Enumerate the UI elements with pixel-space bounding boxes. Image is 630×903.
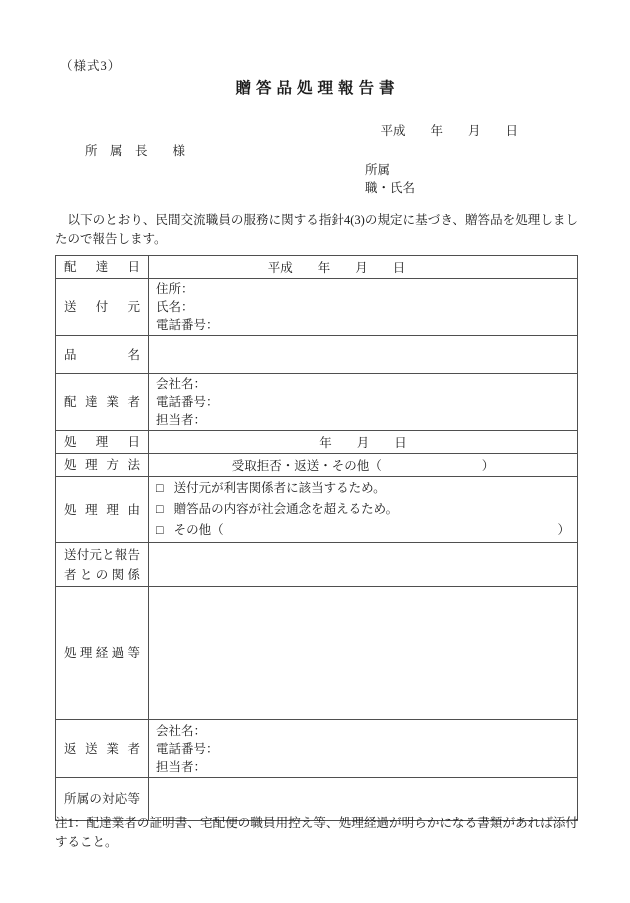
- reason-other-close-paren: ）: [557, 523, 570, 537]
- processing-method-cell: 受取拒否・返送・その他（ ）: [149, 454, 578, 477]
- delivery-company-name-label: 会社名：: [156, 377, 207, 391]
- row-label-item-name: 品名: [56, 336, 149, 374]
- row-label-relationship: 送付元と報告者との関係: [56, 543, 149, 587]
- reason-option-2-label: 贈答品の内容が社会通念を超えるため。: [173, 502, 399, 516]
- delivery-company-contact-label: 担当者：: [156, 413, 207, 427]
- delivery-date-cell: 平成 年 月 日: [149, 256, 578, 279]
- reporter-block: [365, 161, 415, 197]
- processing-date-cell: 年 月 日: [149, 431, 578, 454]
- delivery-company-row: [56, 374, 578, 431]
- row-label-sender: 送付元: [56, 279, 149, 336]
- reason-other-left: [156, 520, 224, 541]
- row-label-processing-date: 処理日: [56, 431, 149, 454]
- processing-progress-cell: [149, 587, 578, 720]
- item-name-cell: [149, 336, 578, 374]
- reason-option-2: [156, 499, 570, 520]
- checkbox-icon: □: [156, 502, 164, 516]
- return-company-row: [56, 720, 578, 778]
- processing-method-row: [56, 454, 578, 477]
- processing-reason-row: [56, 477, 578, 543]
- row-label-processing-method: 処理方法: [56, 454, 149, 477]
- sender-row: [56, 279, 578, 336]
- report-table: [55, 255, 578, 821]
- delivery-date-row: [56, 256, 578, 279]
- row-label-delivery-date: 配達日: [56, 256, 149, 279]
- report-date-line: 平成 年 月 日: [380, 124, 518, 138]
- sender-name-label: 氏名：: [156, 300, 194, 314]
- relationship-row: [56, 543, 578, 587]
- footnote: 注1：配達業者の証明書、宅配便の職員用控え等、処理経過が明らかになる書類があれば添付すること。: [55, 816, 578, 849]
- affiliation-label: 所属: [365, 163, 391, 177]
- sender-phone-label: 電話番号：: [156, 318, 219, 332]
- form-code: （様式3）: [60, 59, 122, 73]
- return-company-name-label: 会社名：: [156, 723, 207, 738]
- intro-paragraph: 以下のとおり、民間交流職員の服務に関する指針4(3)の規定に基づき、贈答品を処理しましたので報告します。: [55, 213, 578, 246]
- checkbox-icon: □: [156, 481, 164, 495]
- relationship-cell: [149, 543, 578, 587]
- processing-date-row: [56, 431, 578, 454]
- position-name-label: 職・氏名: [365, 181, 416, 195]
- row-label-department-response: 所属の対応等: [56, 778, 149, 821]
- sender-address-label: 住所：: [156, 282, 194, 296]
- return-company-phone-label: 電話番号：: [156, 741, 219, 756]
- reason-option-other: [156, 520, 570, 541]
- sender-cell: [149, 279, 578, 336]
- processing-reason-cell: [149, 477, 578, 543]
- row-label-processing-reason: 処理理由: [56, 477, 149, 543]
- addressee: 所 属 長 様: [85, 144, 186, 158]
- reason-option-1: [156, 478, 570, 499]
- reason-other-label: その他（: [173, 523, 224, 537]
- item-name-row: [56, 336, 578, 374]
- reason-option-1-label: 送付元が利害関係者に該当するため。: [173, 481, 386, 495]
- delivery-company-phone-label: 電話番号：: [156, 395, 219, 409]
- page-title: 贈答品処理報告書: [235, 80, 400, 97]
- checkbox-icon: □: [156, 523, 164, 537]
- delivery-company-cell: [149, 374, 578, 431]
- processing-progress-row: [56, 587, 578, 720]
- row-label-delivery-company: 配達業者: [56, 374, 149, 431]
- return-company-contact-label: 担当者：: [156, 759, 207, 774]
- row-label-return-company: 返送業者: [56, 720, 149, 778]
- return-company-cell: [149, 720, 578, 778]
- row-label-processing-progress: 処理経過等: [56, 587, 149, 720]
